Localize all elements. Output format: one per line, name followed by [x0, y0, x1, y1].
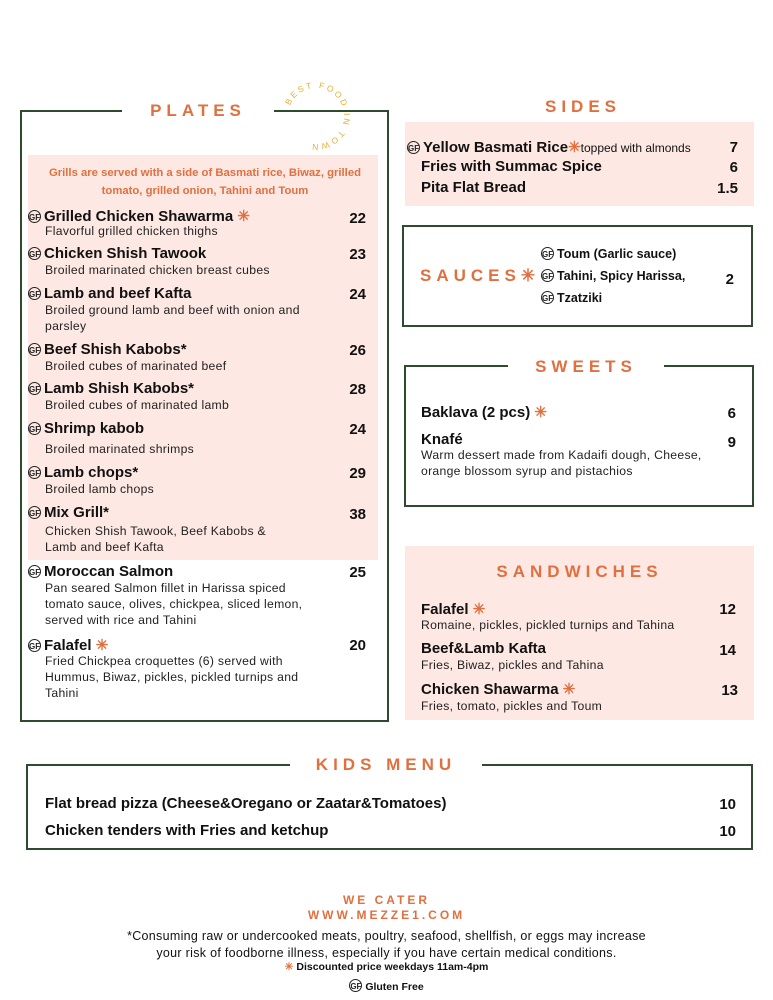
gluten-free-legend: GF Gluten Free — [350, 981, 424, 993]
side-item-name: GF Yellow Basmati Rice✳topped with almonds — [408, 139, 691, 156]
plate-item-price: 22 — [349, 210, 366, 227]
gluten-free-icon: GF — [541, 247, 554, 260]
discount-asterisk-icon: ✳ — [284, 961, 294, 973]
plate-item-price: 23 — [349, 246, 366, 263]
sweet-item-name: Knafé — [421, 431, 463, 448]
plates-note: Grills are served with a side of Basmati rice, Biwaz, grilled tomato, grilled onion, Tahini and Toum — [48, 167, 362, 197]
gluten-free-icon: GF — [28, 422, 41, 435]
plate-item-price: 26 — [349, 342, 366, 359]
gluten-free-icon: GF — [28, 565, 41, 578]
sweet-item-price: 6 — [727, 405, 736, 422]
plate-item-price: 20 — [349, 637, 366, 654]
badge-text: BEST FOOD IN TOWN — [282, 79, 353, 153]
sandwich-item-desc: Fries, Biwaz, pickles and Tahina — [421, 658, 604, 672]
side-item-price: 1.5 — [717, 180, 738, 197]
plate-item-name: GF Lamb chops* — [29, 464, 139, 481]
plate-item-desc: Chicken Shish Tawook, Beef Kabobs & Lamb and beef Kafta — [45, 524, 266, 554]
sandwich-item-desc: Fries, tomato, pickles and Toum — [421, 699, 603, 713]
disclaimer-line-1: *Consuming raw or undercooked meats, poultry, seafood, shellfish, or eggs may increase — [127, 929, 646, 943]
sweet-item-name: Baklava (2 pcs) ✳ — [421, 404, 547, 421]
sandwich-item-name: Falafel ✳ — [421, 601, 486, 618]
plate-item-price: 28 — [349, 381, 366, 398]
plate-item-price: 25 — [349, 564, 366, 581]
plate-item-desc: Pan seared Salmon fillet in Harissa spiced tomato sauce, olives, chickpea, sliced lemon, served with rice and Tahini — [45, 581, 303, 627]
gluten-free-icon: GF — [28, 506, 41, 519]
kids-item-name: Flat bread pizza (Cheese&Oregano or Zaatar&Tomatoes) — [45, 795, 447, 812]
plate-item-price: 29 — [349, 465, 366, 482]
plate-item-desc: Broiled cubes of marinated lamb — [45, 398, 230, 412]
sauce-item: GF Tzatziki — [542, 291, 603, 305]
plates-title: PLATES — [122, 101, 274, 121]
plate-item-name: GF Lamb Shish Kabobs* — [29, 380, 195, 397]
sandwich-item-desc: Romaine, pickles, pickled turnips and Tahina — [421, 618, 675, 632]
sweet-item-desc: Warm dessert made from Kadaifi dough, Cheese, orange blossom syrup and pistachios — [421, 448, 702, 478]
sweet-item-price: 9 — [727, 434, 736, 451]
plate-item-name: GF Moroccan Salmon — [29, 563, 174, 580]
plate-item-name: GF Falafel ✳ — [29, 637, 109, 654]
sauces-title: SAUCES✳ — [420, 266, 541, 285]
we-cater-label: WE CATER — [342, 893, 431, 907]
side-item-name: Pita Flat Bread — [421, 179, 527, 196]
gluten-free-icon: GF — [541, 291, 554, 304]
sauce-item: GF Tahini, Spicy Harissa, — [542, 269, 686, 283]
plate-item-price: 38 — [349, 506, 366, 523]
gluten-free-icon: GF — [28, 287, 41, 300]
plate-item-desc: Flavorful grilled chicken thighs — [45, 224, 218, 238]
discount-asterisk-icon: ✳ — [237, 208, 250, 225]
plate-item-desc: Fried Chickpea croquettes (6) served with Hummus, Biwaz, pickles, pickled turnips and Tahini — [45, 654, 299, 700]
discount-asterisk-icon: ✳ — [562, 681, 576, 698]
kids-item-name: Chicken tenders with Fries and ketchup — [45, 822, 329, 839]
plate-item-desc: Broiled marinated shrimps — [45, 442, 195, 456]
plate-item-name: GF Mix Grill* — [29, 504, 110, 521]
side-item-price: 7 — [729, 139, 738, 156]
sandwich-item-name: Chicken Shawarma ✳ — [421, 681, 576, 698]
sandwich-item-price: 14 — [719, 642, 736, 659]
website-link[interactable]: WWW.MEZZE1.COM — [307, 908, 466, 922]
discount-asterisk-icon: ✳ — [472, 601, 486, 618]
sandwich-item-price: 13 — [721, 682, 738, 699]
sides-title: SIDES — [530, 97, 636, 117]
sandwiches-title: SANDWICHES — [496, 562, 663, 581]
sauces-price: 2 — [725, 271, 734, 288]
discount-note: ✳ Discounted price weekdays 11am-4pm — [284, 961, 489, 973]
plate-item-name: GF Beef Shish Kabobs* — [29, 341, 187, 358]
sweets-title: SWEETS — [508, 357, 664, 377]
plate-item-name: GF Shrimp kabob — [29, 420, 145, 437]
plate-item-name: GF Lamb and beef Kafta — [29, 285, 192, 302]
side-item-name: Fries with Summac Spice — [421, 158, 602, 175]
gluten-free-icon: GF — [541, 269, 554, 282]
disclaimer-line-2: your risk of foodborne illness, especially if you have certain medical conditions. — [156, 946, 617, 960]
gluten-free-icon: GF — [28, 382, 41, 395]
gluten-free-icon: GF — [28, 210, 41, 223]
sauce-item: GF Toum (Garlic sauce) — [542, 247, 677, 261]
gluten-free-icon: GF — [28, 343, 41, 356]
kids-item-price: 10 — [719, 796, 736, 813]
discount-asterisk-icon: ✳ — [534, 404, 547, 421]
discount-asterisk-icon: ✳ — [520, 266, 541, 285]
gluten-free-icon: GF — [28, 466, 41, 479]
gluten-free-icon: GF — [407, 141, 420, 154]
sandwich-item-name: Beef&Lamb Kafta — [421, 640, 547, 657]
svg-text:BEST FOOD IN TOWN — [283, 80, 352, 152]
plate-item-name: GF Chicken Shish Tawook — [29, 245, 207, 262]
gluten-free-icon: GF — [349, 979, 362, 992]
gluten-free-icon: GF — [28, 247, 41, 260]
gluten-free-icon: GF — [28, 639, 41, 652]
kids-item-price: 10 — [719, 823, 736, 840]
side-item-price: 6 — [729, 159, 738, 176]
plate-item-desc: Broiled ground lamb and beef with onion and parsley — [45, 303, 300, 333]
discount-asterisk-icon: ✳ — [568, 139, 581, 156]
plate-item-price: 24 — [349, 286, 366, 303]
plate-item-price: 24 — [349, 421, 366, 438]
sandwich-item-price: 12 — [719, 601, 736, 618]
plate-item-desc: Broiled lamb chops — [45, 482, 155, 496]
discount-asterisk-icon: ✳ — [95, 637, 109, 654]
plate-item-name: GF Grilled Chicken Shawarma ✳ — [29, 208, 250, 225]
kids-menu-title: KIDS MENU — [290, 755, 482, 775]
best-food-in-town-badge — [276, 76, 356, 156]
plate-item-desc: Broiled cubes of marinated beef — [45, 359, 227, 373]
plate-item-desc: Broiled marinated chicken breast cubes — [45, 263, 270, 277]
